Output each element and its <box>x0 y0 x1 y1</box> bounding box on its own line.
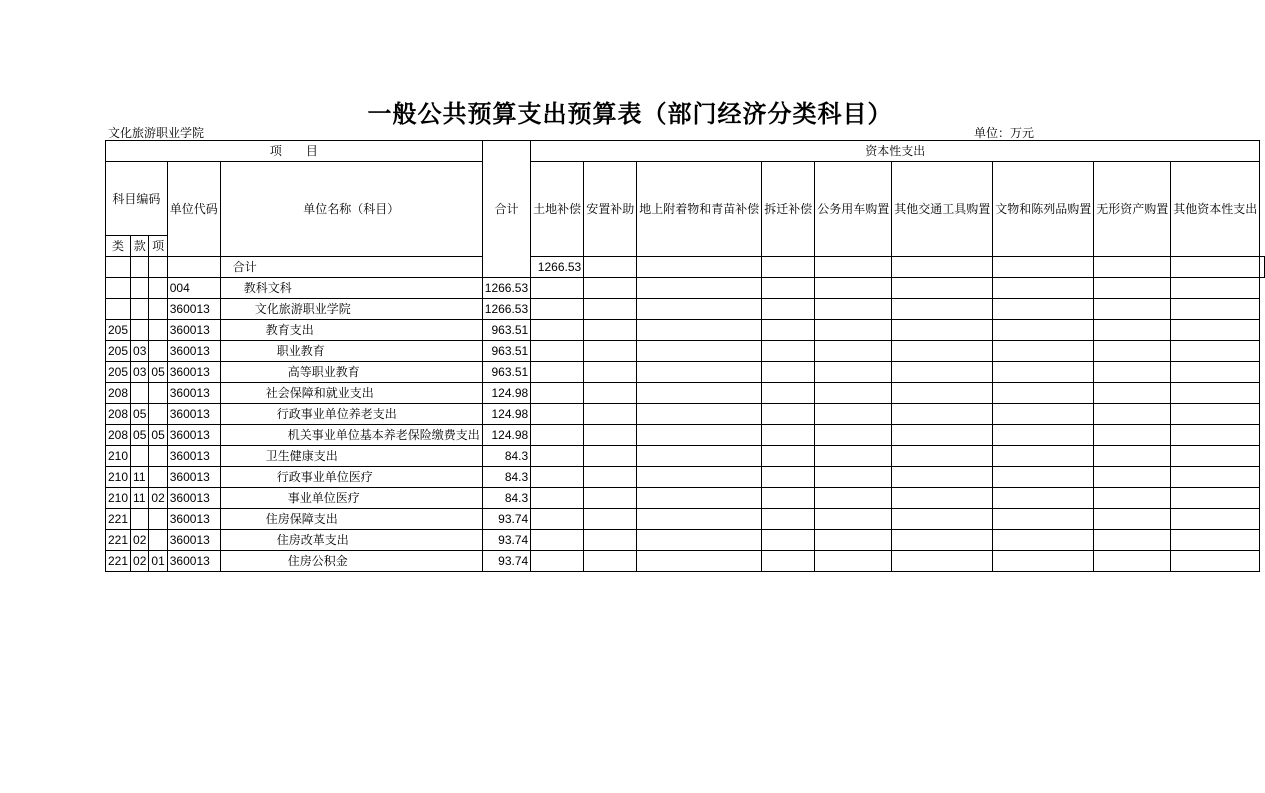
cell-capital-9 <box>1171 467 1260 488</box>
cell-total: 963.51 <box>482 320 530 341</box>
cell-capital-2 <box>584 278 637 299</box>
cell-capital-6 <box>892 383 993 404</box>
cell-capital-7 <box>993 509 1094 530</box>
cell-capital-8 <box>1094 446 1171 467</box>
cell-lei: 221 <box>106 509 131 530</box>
cell-capital-7 <box>993 488 1094 509</box>
header-kemu-bianma: 科目编码 <box>106 162 168 236</box>
cell-capital-3 <box>637 509 762 530</box>
cell-kuan <box>131 446 149 467</box>
table-row <box>106 257 1265 278</box>
table-row <box>106 404 1265 425</box>
cell-capital-4 <box>762 341 815 362</box>
cell-capital-5 <box>815 425 892 446</box>
cell-capital-7 <box>993 278 1094 299</box>
cell-kuan <box>131 257 149 278</box>
row-name-text: 社会保障和就业支出 <box>265 386 374 400</box>
row-name-text: 文化旅游职业学院 <box>254 302 351 316</box>
cell-capital-5 <box>815 488 892 509</box>
cell-lei: 208 <box>106 425 131 446</box>
cell-capital-5 <box>815 404 892 425</box>
cell-capital-9 <box>1171 404 1260 425</box>
cell-unit-code: 360013 <box>167 530 220 551</box>
cell-capital-5 <box>815 530 892 551</box>
row-name-text: 教科文科 <box>243 281 292 295</box>
cell-total: 124.98 <box>482 404 530 425</box>
cell-capital-4 <box>762 425 815 446</box>
cell-unit-name <box>220 320 482 341</box>
cell-total: 84.3 <box>482 488 530 509</box>
table-row <box>106 299 1265 320</box>
cell-capital-4 <box>762 467 815 488</box>
cell-capital-3 <box>637 551 762 572</box>
row-name-text: 行政事业单位医疗 <box>276 470 373 484</box>
table-row <box>106 446 1265 467</box>
cell-capital-9 <box>1260 257 1265 278</box>
cell-kuan <box>131 278 149 299</box>
cell-xiang <box>149 383 167 404</box>
cell-capital-8 <box>1171 257 1260 278</box>
cell-total: 1266.53 <box>482 299 530 320</box>
cell-kuan: 02 <box>131 551 149 572</box>
cell-capital-7 <box>993 362 1094 383</box>
cell-capital-8 <box>1094 383 1171 404</box>
cell-capital-8 <box>1094 404 1171 425</box>
cell-kuan: 02 <box>131 530 149 551</box>
cell-capital-5 <box>815 341 892 362</box>
cell-kuan <box>131 299 149 320</box>
header-wuxing-zichan: 无形资产购置 <box>1094 162 1171 257</box>
cell-capital-8 <box>1094 362 1171 383</box>
cell-total: 1266.53 <box>482 278 530 299</box>
header-anzhi-buzhu: 安置补助 <box>584 162 637 257</box>
cell-capital-1 <box>531 299 584 320</box>
cell-unit-name <box>220 488 482 509</box>
cell-capital-4 <box>762 530 815 551</box>
cell-capital-5 <box>815 362 892 383</box>
cell-capital-5 <box>892 257 993 278</box>
cell-capital-6 <box>892 404 993 425</box>
cell-capital-5 <box>815 299 892 320</box>
cell-xiang <box>149 530 167 551</box>
cell-unit-name <box>220 299 482 320</box>
cell-capital-9 <box>1171 488 1260 509</box>
cell-capital-5 <box>815 551 892 572</box>
cell-kuan: 03 <box>131 341 149 362</box>
cell-capital-3 <box>637 530 762 551</box>
cell-capital-6 <box>892 530 993 551</box>
cell-lei: 205 <box>106 362 131 383</box>
cell-unit-code: 360013 <box>167 467 220 488</box>
cell-unit-name <box>220 551 482 572</box>
cell-capital-6 <box>892 467 993 488</box>
cell-kuan <box>131 509 149 530</box>
row-name-text: 行政事业单位养老支出 <box>276 407 397 421</box>
cell-capital-2 <box>584 404 637 425</box>
cell-capital-9 <box>1171 425 1260 446</box>
cell-capital-4 <box>815 257 892 278</box>
cell-unit-code: 360013 <box>167 446 220 467</box>
row-name-text: 卫生健康支出 <box>265 449 338 463</box>
cell-capital-8 <box>1094 488 1171 509</box>
cell-capital-6 <box>892 299 993 320</box>
cell-capital-9 <box>1171 446 1260 467</box>
cell-lei: 210 <box>106 446 131 467</box>
cell-unit-code: 360013 <box>167 404 220 425</box>
cell-kuan <box>131 383 149 404</box>
cell-capital-2 <box>584 530 637 551</box>
cell-unit-name <box>220 278 482 299</box>
table-row <box>106 383 1265 404</box>
cell-capital-4 <box>762 404 815 425</box>
cell-capital-4 <box>762 383 815 404</box>
cell-capital-7 <box>993 320 1094 341</box>
unit-label: 单位：万元 <box>973 126 1034 140</box>
row-name-text: 职业教育 <box>276 344 325 358</box>
cell-capital-6 <box>892 551 993 572</box>
cell-lei: 221 <box>106 530 131 551</box>
cell-capital-1 <box>531 404 584 425</box>
cell-xiang: 01 <box>149 551 167 572</box>
header-chaiqian-buchang: 拆迁补偿 <box>762 162 815 257</box>
cell-capital-1 <box>531 425 584 446</box>
cell-lei: 205 <box>106 320 131 341</box>
cell-capital-4 <box>762 446 815 467</box>
cell-unit-name <box>220 446 482 467</box>
cell-capital-1 <box>531 467 584 488</box>
cell-capital-6 <box>892 425 993 446</box>
header-tudi-buchang: 土地补偿 <box>531 162 584 257</box>
row-name-text: 事业单位医疗 <box>287 491 360 505</box>
cell-total: 1266.53 <box>531 257 584 278</box>
cell-total: 963.51 <box>482 341 530 362</box>
table-row <box>106 488 1265 509</box>
cell-capital-8 <box>1094 467 1171 488</box>
cell-capital-7 <box>1094 257 1171 278</box>
cell-unit-name <box>220 257 482 278</box>
cell-unit-code: 004 <box>167 278 220 299</box>
cell-capital-3 <box>637 278 762 299</box>
cell-total: 84.3 <box>482 446 530 467</box>
cell-xiang <box>149 299 167 320</box>
cell-capital-9 <box>1171 530 1260 551</box>
cell-capital-2 <box>584 488 637 509</box>
row-name-text: 教育支出 <box>265 323 314 337</box>
cell-capital-5 <box>815 320 892 341</box>
cell-capital-2 <box>637 257 762 278</box>
cell-capital-7 <box>993 530 1094 551</box>
cell-capital-2 <box>584 320 637 341</box>
cell-capital-1 <box>531 530 584 551</box>
cell-capital-5 <box>815 467 892 488</box>
cell-lei: 221 <box>106 551 131 572</box>
cell-lei: 210 <box>106 488 131 509</box>
cell-capital-3 <box>637 299 762 320</box>
cell-capital-2 <box>584 341 637 362</box>
header-kuan: 款 <box>131 236 149 257</box>
header-heji: 合计 <box>482 141 530 278</box>
header-row-2 <box>106 162 1265 236</box>
cell-capital-7 <box>993 404 1094 425</box>
cell-unit-code: 360013 <box>167 320 220 341</box>
cell-capital-4 <box>762 488 815 509</box>
cell-total: 963.51 <box>482 362 530 383</box>
cell-capital-5 <box>815 278 892 299</box>
cell-total: 93.74 <box>482 530 530 551</box>
cell-unit-code: 360013 <box>167 509 220 530</box>
cell-capital-6 <box>892 341 993 362</box>
cell-capital-2 <box>584 551 637 572</box>
cell-xiang <box>149 467 167 488</box>
cell-kuan: 03 <box>131 362 149 383</box>
cell-capital-9 <box>1171 299 1260 320</box>
table-row <box>106 362 1265 383</box>
cell-capital-4 <box>762 362 815 383</box>
table-row <box>106 530 1265 551</box>
cell-capital-9 <box>1171 509 1260 530</box>
header-dishang-fuzhuowu: 地上附着物和青苗补偿 <box>637 162 762 257</box>
cell-xiang <box>149 278 167 299</box>
cell-total: 93.74 <box>482 551 530 572</box>
cell-total: 93.74 <box>482 509 530 530</box>
cell-unit-name <box>220 509 482 530</box>
cell-capital-2 <box>584 362 637 383</box>
cell-capital-6 <box>892 278 993 299</box>
cell-lei <box>106 257 131 278</box>
cell-capital-1 <box>531 509 584 530</box>
cell-capital-7 <box>993 425 1094 446</box>
organization-name: 文化旅游职业学院 <box>108 126 205 140</box>
cell-xiang <box>149 320 167 341</box>
cell-kuan: 05 <box>131 425 149 446</box>
cell-capital-8 <box>1094 299 1171 320</box>
cell-capital-7 <box>993 299 1094 320</box>
cell-capital-3 <box>637 467 762 488</box>
cell-unit-name <box>220 425 482 446</box>
cell-capital-6 <box>892 446 993 467</box>
cell-capital-6 <box>993 257 1094 278</box>
header-lei: 类 <box>106 236 131 257</box>
cell-xiang: 02 <box>149 488 167 509</box>
table-row <box>106 320 1265 341</box>
cell-capital-4 <box>762 320 815 341</box>
cell-capital-2 <box>584 425 637 446</box>
cell-capital-6 <box>892 509 993 530</box>
cell-capital-8 <box>1094 278 1171 299</box>
header-gongwu-yongche: 公务用车购置 <box>815 162 892 257</box>
cell-capital-4 <box>762 278 815 299</box>
cell-lei: 205 <box>106 341 131 362</box>
cell-capital-3 <box>637 341 762 362</box>
cell-capital-1 <box>584 257 637 278</box>
cell-capital-9 <box>1171 320 1260 341</box>
cell-capital-6 <box>892 488 993 509</box>
budget-table <box>105 140 1265 572</box>
header-danwei-daima: 单位代码 <box>167 162 220 257</box>
cell-capital-3 <box>637 320 762 341</box>
cell-capital-4 <box>762 509 815 530</box>
cell-capital-6 <box>892 320 993 341</box>
cell-capital-3 <box>637 446 762 467</box>
cell-lei: 208 <box>106 404 131 425</box>
header-ziben: 资本性支出 <box>531 141 1260 162</box>
cell-xiang <box>149 341 167 362</box>
cell-lei <box>106 278 131 299</box>
row-name-text: 住房公积金 <box>287 554 348 568</box>
cell-total: 84.3 <box>482 467 530 488</box>
cell-kuan: 11 <box>131 467 149 488</box>
cell-capital-3 <box>637 425 762 446</box>
cell-xiang <box>149 257 167 278</box>
cell-capital-1 <box>531 341 584 362</box>
table-row <box>106 509 1265 530</box>
cell-capital-7 <box>993 467 1094 488</box>
cell-capital-3 <box>762 257 815 278</box>
table-row <box>106 341 1265 362</box>
cell-unit-code: 360013 <box>167 425 220 446</box>
cell-xiang: 05 <box>149 425 167 446</box>
cell-capital-2 <box>584 467 637 488</box>
cell-capital-8 <box>1094 509 1171 530</box>
cell-unit-name <box>220 341 482 362</box>
cell-xiang: 05 <box>149 362 167 383</box>
cell-capital-8 <box>1094 425 1171 446</box>
header-row-1 <box>106 141 1265 162</box>
cell-capital-7 <box>993 341 1094 362</box>
row-name-text: 高等职业教育 <box>287 365 360 379</box>
cell-total: 124.98 <box>482 425 530 446</box>
cell-capital-1 <box>531 278 584 299</box>
cell-capital-9 <box>1171 362 1260 383</box>
cell-unit-name <box>220 404 482 425</box>
row-name-text: 合计 <box>232 260 257 274</box>
cell-capital-9 <box>1171 551 1260 572</box>
header-danwei-mingcheng: 单位名称（科目） <box>220 162 482 257</box>
cell-capital-1 <box>531 488 584 509</box>
cell-unit-name <box>220 530 482 551</box>
cell-lei: 208 <box>106 383 131 404</box>
cell-total: 124.98 <box>482 383 530 404</box>
cell-capital-8 <box>1094 341 1171 362</box>
cell-unit-code: 360013 <box>167 362 220 383</box>
cell-capital-8 <box>1094 551 1171 572</box>
cell-capital-5 <box>815 509 892 530</box>
cell-capital-9 <box>1171 383 1260 404</box>
cell-capital-7 <box>993 446 1094 467</box>
cell-capital-8 <box>1094 320 1171 341</box>
cell-unit-code: 360013 <box>167 488 220 509</box>
cell-capital-9 <box>1171 278 1260 299</box>
header-xiangmu: 项 目 <box>106 141 483 162</box>
cell-unit-code: 360013 <box>167 383 220 404</box>
table-row <box>106 278 1265 299</box>
cell-lei: 210 <box>106 467 131 488</box>
cell-unit-code: 360013 <box>167 299 220 320</box>
row-name-text: 机关事业单位基本养老保险缴费支出 <box>287 428 480 442</box>
header-wenwu-chenlie: 文物和陈列品购置 <box>993 162 1094 257</box>
cell-xiang <box>149 509 167 530</box>
cell-capital-2 <box>584 299 637 320</box>
header-xiang: 项 <box>149 236 167 257</box>
table-row <box>106 467 1265 488</box>
cell-capital-2 <box>584 446 637 467</box>
cell-capital-3 <box>637 404 762 425</box>
cell-unit-name <box>220 362 482 383</box>
cell-capital-2 <box>584 383 637 404</box>
cell-capital-9 <box>1171 341 1260 362</box>
cell-capital-5 <box>815 383 892 404</box>
cell-unit-name <box>220 467 482 488</box>
cell-capital-4 <box>762 299 815 320</box>
cell-kuan <box>131 320 149 341</box>
header-qita-jiaotong: 其他交通工具购置 <box>892 162 993 257</box>
cell-capital-1 <box>531 362 584 383</box>
cell-capital-7 <box>993 383 1094 404</box>
cell-kuan: 05 <box>131 404 149 425</box>
cell-unit-name <box>220 383 482 404</box>
cell-capital-1 <box>531 383 584 404</box>
page-title: 一般公共预算支出预算表（部门经济分类科目） <box>367 100 893 128</box>
cell-capital-6 <box>892 362 993 383</box>
cell-capital-3 <box>637 488 762 509</box>
table-row <box>106 425 1265 446</box>
cell-capital-3 <box>637 362 762 383</box>
cell-capital-1 <box>531 446 584 467</box>
cell-xiang <box>149 446 167 467</box>
cell-capital-2 <box>584 509 637 530</box>
cell-capital-4 <box>762 551 815 572</box>
cell-lei <box>106 299 131 320</box>
cell-capital-8 <box>1094 530 1171 551</box>
row-name-text: 住房保障支出 <box>265 512 338 526</box>
cell-kuan: 11 <box>131 488 149 509</box>
cell-capital-1 <box>531 320 584 341</box>
cell-capital-7 <box>993 551 1094 572</box>
row-name-text: 住房改革支出 <box>276 533 349 547</box>
cell-capital-3 <box>637 383 762 404</box>
cell-unit-code: 360013 <box>167 551 220 572</box>
table-row <box>106 551 1265 572</box>
cell-unit-code: 360013 <box>167 341 220 362</box>
header-qita-ziben: 其他资本性支出 <box>1171 162 1260 257</box>
cell-capital-5 <box>815 446 892 467</box>
cell-capital-1 <box>531 551 584 572</box>
cell-unit-code <box>167 257 220 278</box>
cell-xiang <box>149 404 167 425</box>
